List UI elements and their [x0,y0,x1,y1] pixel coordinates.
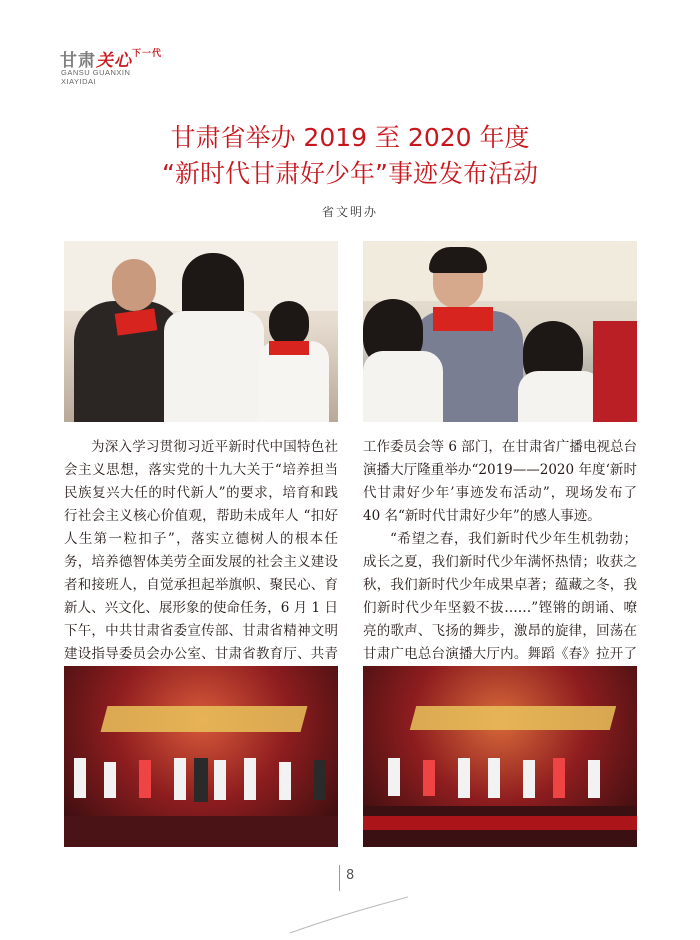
article-column-2 [363,436,637,689]
body-paragraph: 工作委员会等 6 部门，在甘肃省广播电视总台演播大厅隆重举办“2019——2020 年度‘新时代甘肃好少年’事迹发布活动”，现场发布了 40 名“新时代甘肃好少年”的感人事迹。 [363,439,637,524]
footer-swoosh-decoration [290,895,410,935]
logo-text-xiayidai: 下一代 [132,49,163,59]
logo-english-line1: GANSU GUANXIN [61,68,131,77]
page-number-divider [339,865,340,891]
logo-text-gansu: 甘肃 [60,51,96,71]
photo-red-scarf-ceremony-2 [363,241,637,422]
article-title-line2: “新时代甘肃好少年”事迹发布活动 [162,159,538,188]
magazine-logo [60,46,180,88]
body-paragraph: “希望之春，我们新时代少年生机勃勃；成长之夏，我们新时代少年满怀热情；收获之秋，我们新时代少年成果卓著；蕴藏之冬，我们新时代少年坚毅不拔……”铿锵的朗诵、嘹亮的歌声、飞扬的舞步，激昂的旋律，回荡在甘肃广电总台演播大厅内。舞蹈《春》拉开了 [363,531,637,662]
article-author: 省文明办 [321,205,378,219]
article-title-line1: 甘肃省举办 2019 至 2020 年度 [170,123,530,152]
logo-english-line2: XIAYIDAI [61,77,97,86]
photo-stage-awardees-1 [64,666,338,847]
body-paragraph: 为深入学习贯彻习近平新时代中国特色社会主义思想，落实党的十九大关于“培养担当民族复兴大任的时代新人”的要求，培育和践行社会主义核心价值观，帮助未成年人 “扣好人生第一粒扣子”，落实立德树人的根本任务，培养德智体美劳全面发展的社会主义建设者和接班人，自觉承担起举旗帜、聚民心、育新人、兴文化、展形象的使命任务，6 月 1 日下午，中共甘肃省委宣传部、甘肃省精神文明建设指导委员会办公室、甘肃省教育厅、共青 [64,439,338,662]
photo-red-scarf-ceremony-1 [64,241,338,422]
page-number: 8 [346,868,355,883]
logo-text-guanxin: 关心 [96,51,132,71]
photo-stage-awardees-2 [363,666,637,847]
